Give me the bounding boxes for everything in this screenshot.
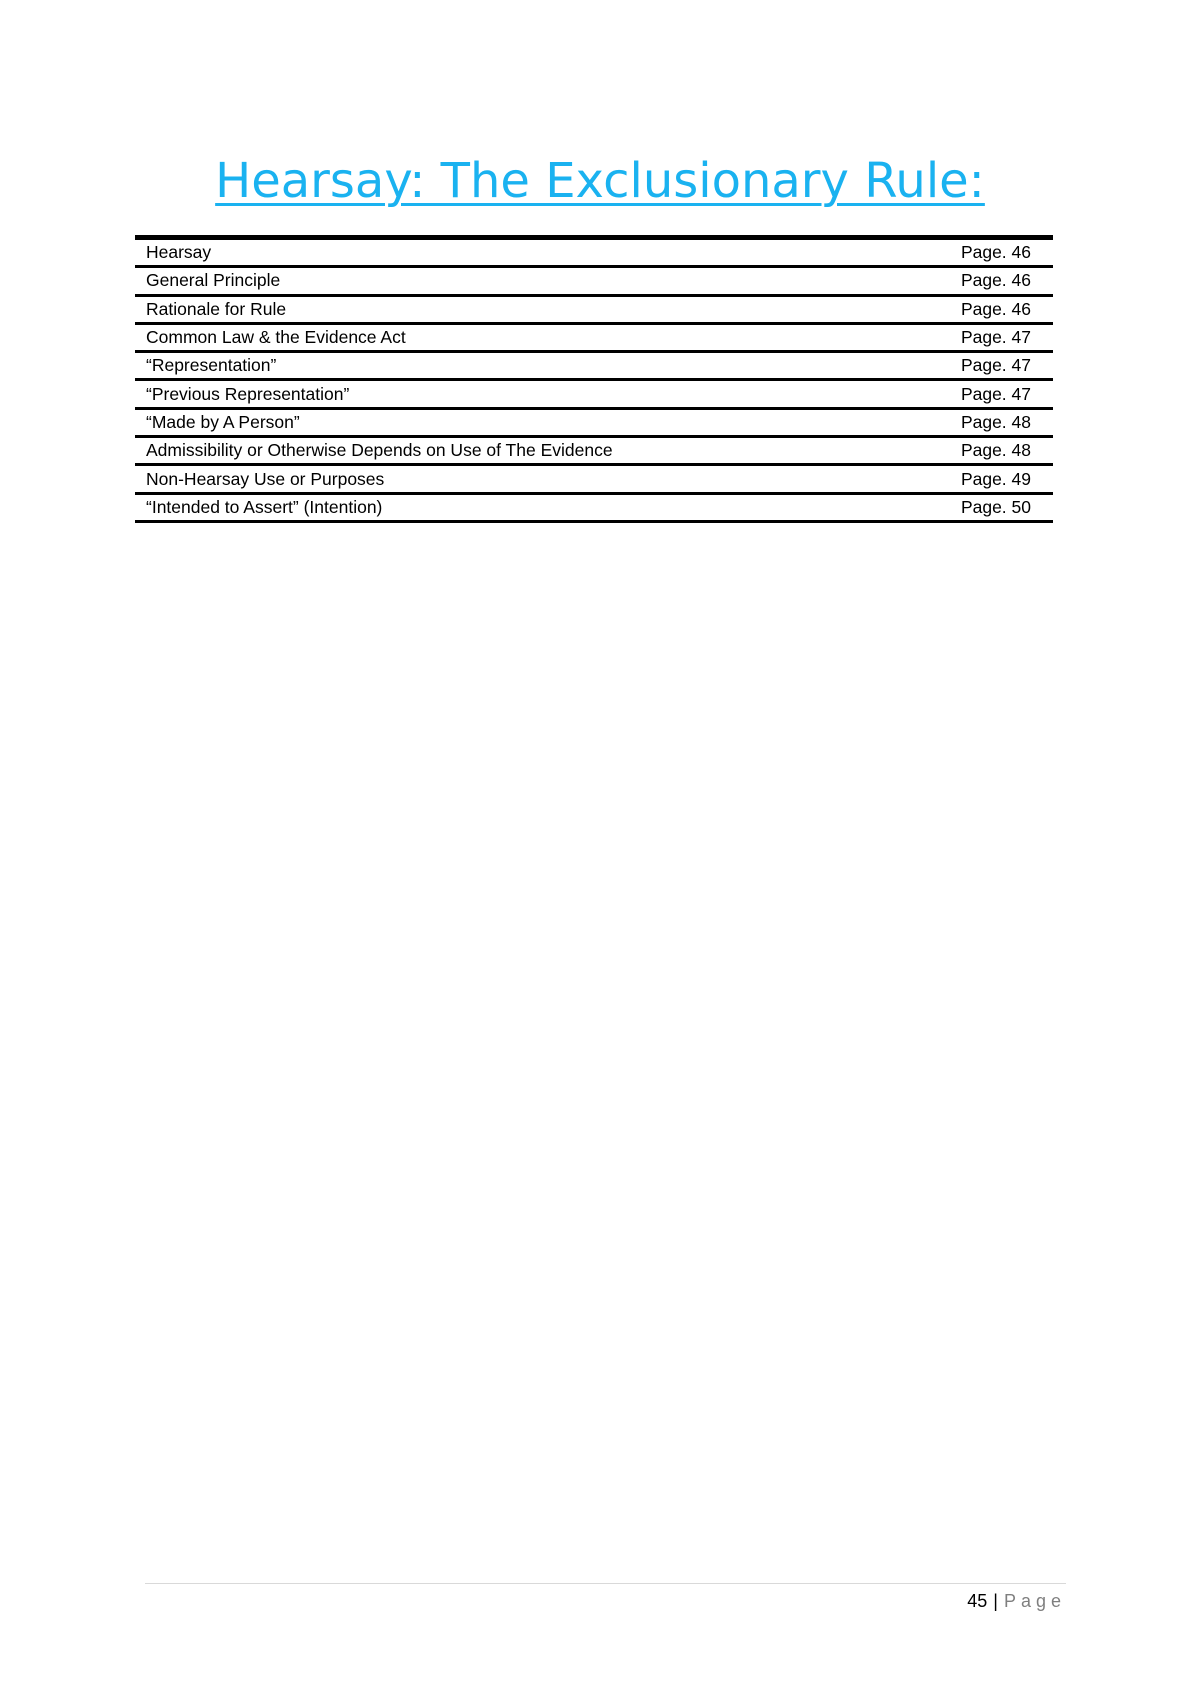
toc-entry-label: Non-Hearsay Use or Purposes bbox=[146, 468, 385, 489]
toc-entry-label: Common Law & the Evidence Act bbox=[146, 327, 406, 348]
toc-entry-page: Page. 49 bbox=[960, 468, 1031, 489]
toc-row bbox=[135, 466, 1053, 494]
table-of-contents bbox=[135, 235, 1053, 523]
toc-row bbox=[135, 438, 1053, 466]
toc-entry-page: Page. 46 bbox=[960, 270, 1031, 291]
toc-row bbox=[135, 495, 1053, 523]
toc-entry-page: Page. 46 bbox=[960, 242, 1031, 263]
toc-entry-label: “Made by A Person” bbox=[146, 411, 300, 432]
toc-entry-page: Page. 47 bbox=[960, 327, 1031, 348]
toc-entry-label: General Principle bbox=[146, 270, 281, 291]
footer-separator: | bbox=[993, 1591, 998, 1611]
toc-entry-page: Page. 47 bbox=[960, 383, 1031, 404]
toc-entry-label: Admissibility or Otherwise Depends on Use of The Evidence bbox=[146, 440, 613, 461]
toc-entry-page: Page. 50 bbox=[960, 496, 1031, 517]
footer-divider bbox=[145, 1583, 1066, 1584]
toc-row bbox=[135, 410, 1053, 438]
page-number: 45 bbox=[967, 1591, 988, 1611]
page-word: Page bbox=[1003, 1591, 1066, 1611]
toc-row bbox=[135, 297, 1053, 325]
toc-row bbox=[135, 240, 1053, 268]
toc-row bbox=[135, 268, 1053, 296]
toc-entry-page: Page. 48 bbox=[960, 411, 1031, 432]
toc-entry-label: “Representation” bbox=[146, 355, 277, 376]
toc-entry-page: Page. 46 bbox=[960, 298, 1031, 319]
toc-entry-label: “Previous Representation” bbox=[146, 383, 350, 404]
toc-entry-label: “Intended to Assert” (Intention) bbox=[146, 496, 383, 517]
page-title: Hearsay: The Exclusionary Rule: bbox=[215, 153, 985, 209]
toc-row bbox=[135, 325, 1053, 353]
toc-row bbox=[135, 353, 1053, 381]
toc-row bbox=[135, 381, 1053, 409]
toc-entry-page: Page. 47 bbox=[960, 355, 1031, 376]
toc-entry-label: Hearsay bbox=[146, 242, 212, 263]
toc-entry-label: Rationale for Rule bbox=[146, 298, 287, 319]
toc-entry-page: Page. 48 bbox=[960, 440, 1031, 461]
page-footer bbox=[967, 1589, 1066, 1613]
